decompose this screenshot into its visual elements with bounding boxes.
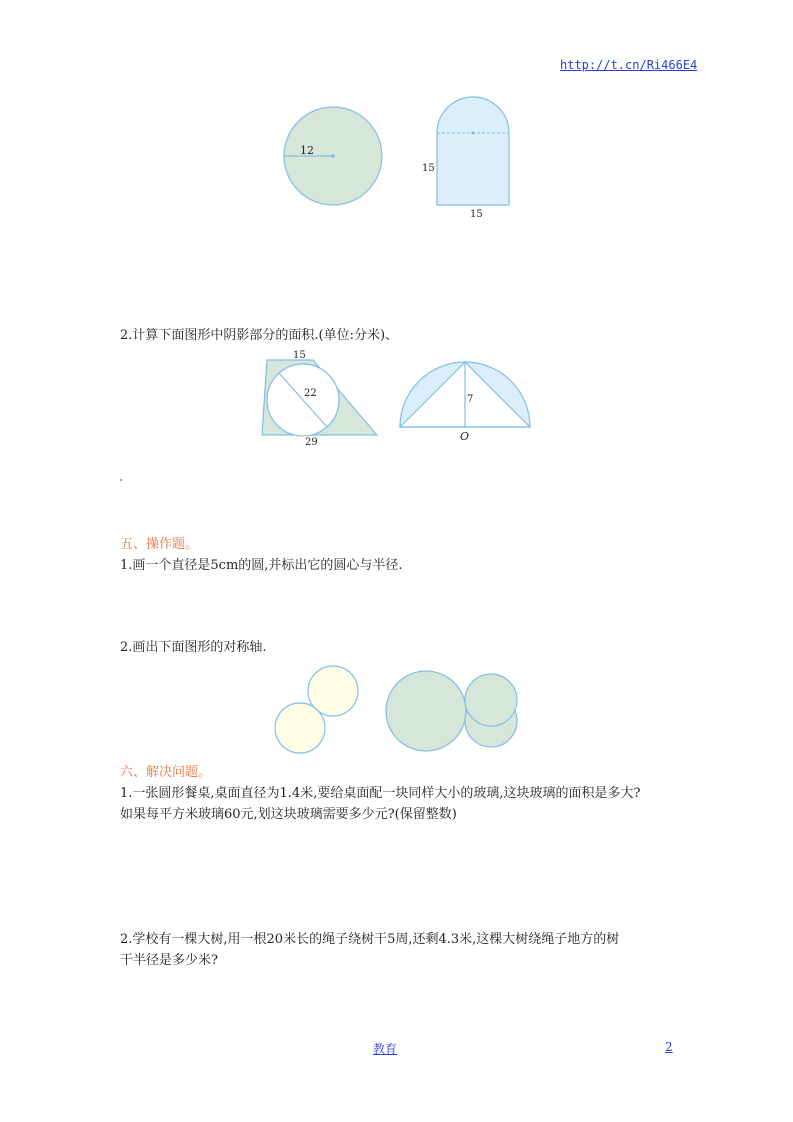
section5-title: 五、操作题。	[120, 537, 199, 552]
semicircle-center-label: O	[460, 430, 470, 443]
triangle-height-label: 7	[467, 394, 474, 405]
small-yellow-circle-bottom	[275, 703, 325, 753]
arch-shape	[437, 97, 509, 205]
section6-title: 六、解决问题。	[120, 765, 212, 780]
top-figures	[270, 92, 530, 222]
radius-label: 12	[300, 144, 314, 157]
shaded-area-figures	[255, 345, 545, 450]
section6-q1-line2: 如果每平方米玻璃60元,划这块玻璃需要多少元?(保留整数)	[120, 807, 457, 822]
arch-center-dot	[471, 131, 474, 134]
symmetry-figures	[270, 660, 530, 760]
circle-center-dot	[331, 154, 335, 158]
section6-q2-line2: 干半径是多少米?	[120, 953, 218, 968]
section5-q2: 2.画出下面图形的对称轴.	[120, 640, 267, 655]
circle-diameter-label: 22	[304, 388, 317, 399]
large-green-circle	[386, 671, 466, 751]
trapezoid-top-label: 15	[293, 350, 306, 361]
stray-dot	[120, 479, 122, 481]
q4-2-text: 2.计算下面图形中阴影部分的面积.(单位:分米)、	[120, 328, 399, 343]
arch-width-label: 15	[470, 209, 483, 220]
section5-q1: 1.画一个直径是5cm的圆,并标出它的圆心与半径.	[120, 558, 403, 573]
section6-q1-line1: 1.一张圆形餐桌,桌面直径为1.4米,要给桌面配一块同样大小的玻璃,这块玻璃的面积是多大?	[120, 786, 641, 801]
trapezoid-bottom-label: 29	[305, 437, 318, 448]
arch-height-label: 15	[422, 163, 435, 174]
page-number: 2	[665, 1040, 673, 1054]
section6-q2-line1: 2.学校有一棵大树,用一根20米长的绳子绕树干5周,还剩4.3米,这棵大树绕绳子地方的树	[120, 932, 620, 947]
footer-link[interactable]: 教育	[373, 1042, 398, 1056]
header-url-link[interactable]: http://t.cn/Ri466E4	[560, 58, 698, 72]
small-green-circle-upper	[465, 674, 517, 726]
